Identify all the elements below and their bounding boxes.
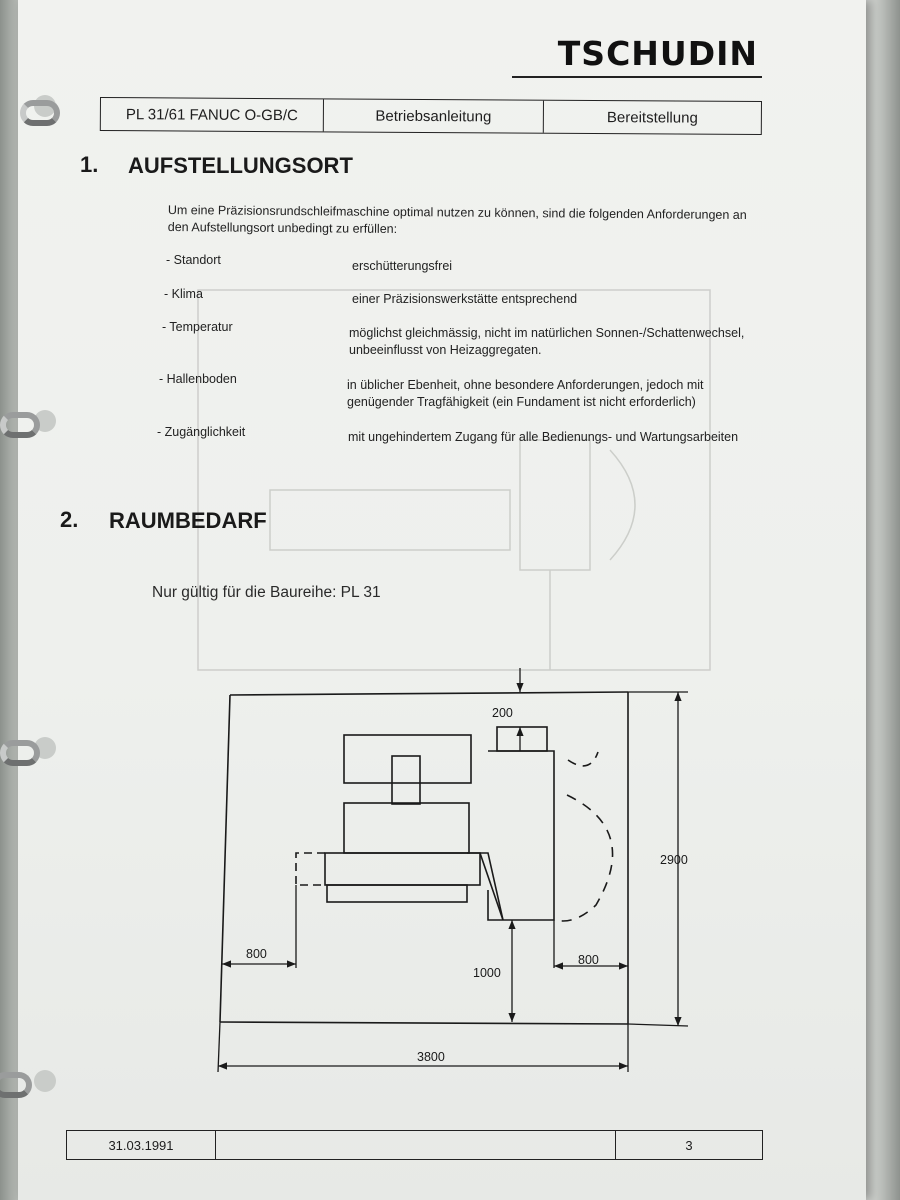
header-section: Bereitstellung (543, 101, 761, 134)
section2-subtitle: Nur gültig für die Baureihe: PL 31 (152, 584, 381, 601)
dim-left-clearance: 800 (246, 947, 267, 961)
header-doc-type: Betriebsanleitung (323, 99, 543, 132)
requirement-value: einer Präzisionswerkstätte entsprechend (352, 292, 578, 306)
footer-middle (215, 1131, 615, 1159)
page-number: 3 (615, 1131, 762, 1159)
requirement-value: in üblicher Ebenheit, ohne besondere Anforderungen, jedoch mit genügender Tragfähigkeit (ein Fundament ist nicht erforderlich) (347, 378, 704, 409)
requirement-label: - Temperatur (162, 320, 233, 334)
requirement-value: möglichst gleichmässig, nicht im natürlichen Sonnen-/Schattenwechsel, unbeeinflusst von Heizaggregaten. (349, 326, 745, 357)
requirement-label: - Klima (164, 287, 203, 301)
footer-table (66, 1130, 763, 1160)
section2-title: RAUMBEDARF (109, 508, 267, 533)
dim-width: 3800 (417, 1050, 445, 1064)
section1-intro: Um eine Präzisionsrundschleifmaschine optimal nutzen zu können, sind die folgenden Anforderungen an den Aufstellungsort unbedingt zu erfüllen: (167, 202, 747, 237)
requirement-label: - Standort (166, 253, 221, 267)
requirement-label: - Hallenboden (159, 372, 237, 386)
dim-depth: 2900 (660, 853, 688, 867)
requirement-label: - Zugänglichkeit (157, 425, 246, 439)
dim-top-clearance: 200 (492, 706, 513, 720)
dim-right-clearance: 800 (578, 953, 599, 967)
brand-logo: TSCHUDIN (557, 34, 758, 73)
requirement-value: erschütterungsfrei (352, 259, 453, 273)
section1-number: 1. (80, 152, 99, 177)
dim-front-clearance: 1000 (473, 966, 501, 980)
requirement-value: mit ungehindertem Zugang für alle Bedienungs- und Wartungsarbeiten (348, 430, 739, 444)
section2-number: 2. (60, 507, 79, 532)
dimension-lines (218, 668, 688, 1072)
footer-date: 31.03.1991 (108, 1137, 174, 1153)
floor-plan-geometry (220, 692, 628, 1024)
section1-title: AUFSTELLUNGSORT (128, 153, 353, 178)
header-machine: PL 31/61 FANUC O-GB/C (125, 105, 298, 124)
